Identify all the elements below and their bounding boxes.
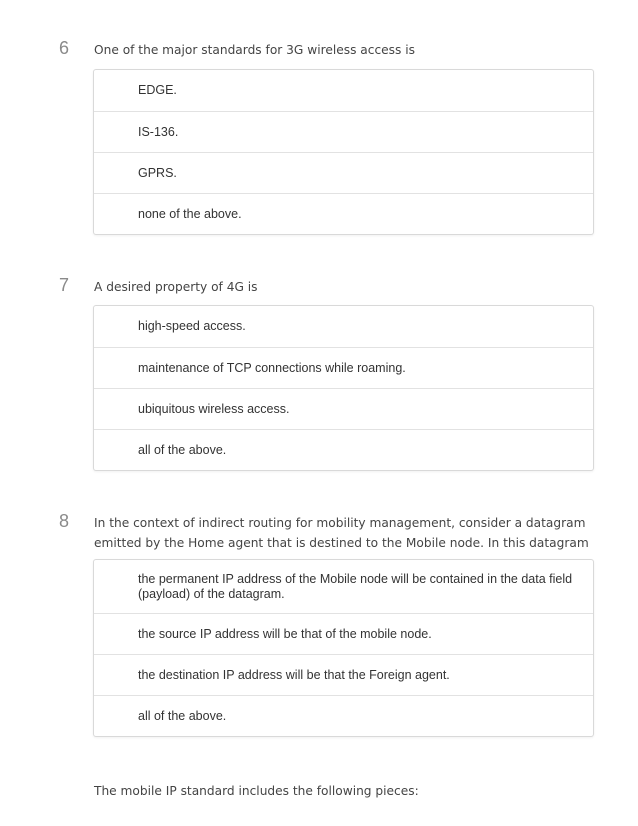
answer-option[interactable]	[94, 560, 593, 613]
answer-option-label: EDGE.	[138, 83, 177, 97]
answer-option-label: all of the above.	[138, 708, 227, 723]
answer-option[interactable]	[94, 152, 593, 193]
answer-option[interactable]	[94, 429, 593, 470]
question-prompt: In the context of indirect routing for mobility management, consider a datagram emitted by the Home agent that is destined to the Mobile node. In this datagram	[94, 516, 589, 550]
answer-option[interactable]	[94, 111, 593, 152]
answer-options	[93, 305, 594, 471]
answer-options	[93, 559, 594, 737]
question-prompt: One of the major standards for 3G wireless access is	[94, 43, 415, 57]
answer-option[interactable]	[94, 654, 593, 695]
question-prompt: A desired property of 4G is	[94, 280, 258, 294]
answer-option-label: ubiquitous wireless access.	[138, 401, 290, 416]
answer-option-label: GPRS.	[138, 165, 177, 180]
answer-option-label: high-speed access.	[138, 319, 246, 333]
answer-option[interactable]	[94, 347, 593, 388]
question-number: 8	[59, 511, 70, 531]
answer-option-label: the permanent IP address of the Mobile node will be contained in the data field (payload) of the datagram.	[138, 571, 573, 601]
answer-option-label: maintenance of TCP connections while roaming.	[138, 360, 406, 375]
answer-option[interactable]	[94, 388, 593, 429]
answer-option-label: the source IP address will be that of the mobile node.	[138, 626, 432, 641]
answer-option[interactable]	[94, 613, 593, 654]
answer-option-label: none of the above.	[138, 206, 242, 221]
question-number: 7	[59, 275, 70, 295]
answer-option[interactable]	[94, 70, 593, 111]
answer-options	[93, 69, 594, 235]
answer-option-label: the destination IP address will be that the Foreign agent.	[138, 667, 450, 682]
answer-option[interactable]	[94, 306, 593, 347]
answer-option-label: IS-136.	[138, 124, 179, 139]
next-question-prompt: The mobile IP standard includes the following pieces:	[94, 784, 419, 798]
question-number: 6	[59, 38, 70, 58]
answer-option[interactable]	[94, 193, 593, 234]
answer-option[interactable]	[94, 695, 593, 736]
answer-option-label: all of the above.	[138, 442, 227, 457]
